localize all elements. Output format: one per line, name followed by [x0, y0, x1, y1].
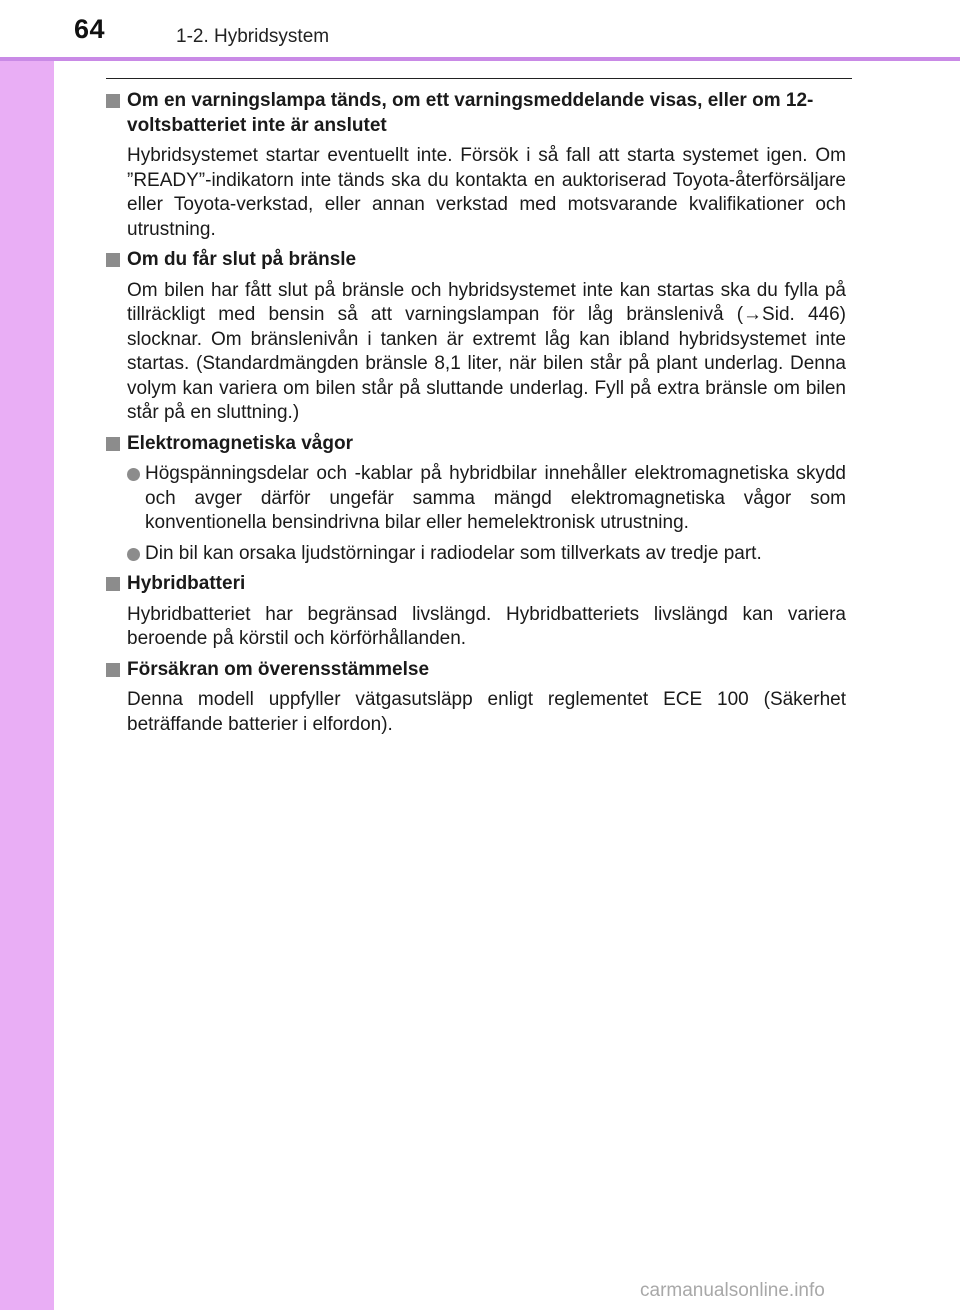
section-paragraph: Hybridsystemet startar eventuellt inte. Försök i så fall att starta systemet igen. Om ”READY”-indikatorn inte tänds ska du kontakta en auktoriserad Toyota-återförsäljare eller Toyota-verkstad, eller annan verkstad med motsvarande kvalifikationer och utrustning.	[127, 145, 846, 240]
section-electromagnetic-waves	[106, 432, 846, 567]
page-header	[0, 0, 960, 58]
square-bullet-icon	[106, 94, 120, 108]
list-item-text: Högspänningsdelar och -kablar på hybridbilar innehåller elektromagnetiska skydd och avger därför ungefär samma mängd elektromagnetiska vågor som konventionella bensindrivna bilar eller hemelektronisk utrustning.	[145, 463, 846, 533]
section-declaration-of-conformity	[106, 658, 846, 738]
heading-text: Hybridbatteri	[127, 573, 246, 594]
square-bullet-icon	[106, 663, 120, 677]
section-out-of-fuel	[106, 248, 846, 426]
section-paragraph: Om bilen har fått slut på bränsle och hybridsystemet inte kan startas ska du fylla på tillräckligt med bensin så att varningslampan för låg bränslenivå (→Sid. 446) slocknar. Om bränslenivån i tanken är extremt låg kan ibland hybridsystemet inte startas. (Standardmängden bränsle 8,1 liter, när bilen står på plant underlag. Denna volym kan variera om bilen står på sluttande underlag. Fyll på extra bränsle om bilen står på en sluttning.)	[127, 279, 846, 423]
section-heading	[106, 658, 846, 683]
square-bullet-icon	[106, 253, 120, 267]
circle-bullet-icon	[127, 548, 140, 561]
list-item	[127, 542, 846, 567]
circle-bullet-icon	[127, 468, 140, 481]
heading-text: Om du får slut på bränsle	[127, 249, 357, 270]
section-heading	[106, 248, 846, 273]
manual-content	[106, 89, 846, 743]
heading-text: Om en varningslampa tänds, om ett varningsmeddelande visas, eller om 12-voltsbatteriet inte är anslutet	[127, 90, 814, 136]
list-item	[127, 462, 846, 536]
section-warning-light	[106, 89, 846, 242]
watermark-text: carmanualsonline.info	[640, 1280, 825, 1301]
list-item-text: Din bil kan orsaka ljudstörningar i radiodelar som tillverkats av tredje part.	[145, 542, 762, 564]
square-bullet-icon	[106, 577, 120, 591]
section-heading	[106, 432, 846, 457]
section-heading	[106, 89, 846, 138]
heading-text: Försäkran om överensstämmelse	[127, 658, 430, 680]
heading-text: Elektromagnetiska vågor	[127, 432, 353, 454]
page-number: 64	[74, 14, 106, 44]
section-heading	[106, 572, 846, 597]
section-paragraph: Denna modell uppfyller vätgasutsläpp enligt reglementet ECE 100 (Säkerhet beträffande batterier i elfordon).	[127, 689, 846, 735]
header-rule	[0, 57, 960, 61]
section-hybrid-battery	[106, 572, 846, 652]
content-divider	[106, 78, 852, 79]
side-band	[0, 0, 54, 1310]
square-bullet-icon	[106, 437, 120, 451]
section-title: 1-2. Hybridsystem	[176, 26, 330, 47]
section-paragraph: Hybridbatteriet har begränsad livslängd. Hybridbatteriets livslängd kan variera beroende på körstil och körförhållanden.	[127, 603, 846, 649]
